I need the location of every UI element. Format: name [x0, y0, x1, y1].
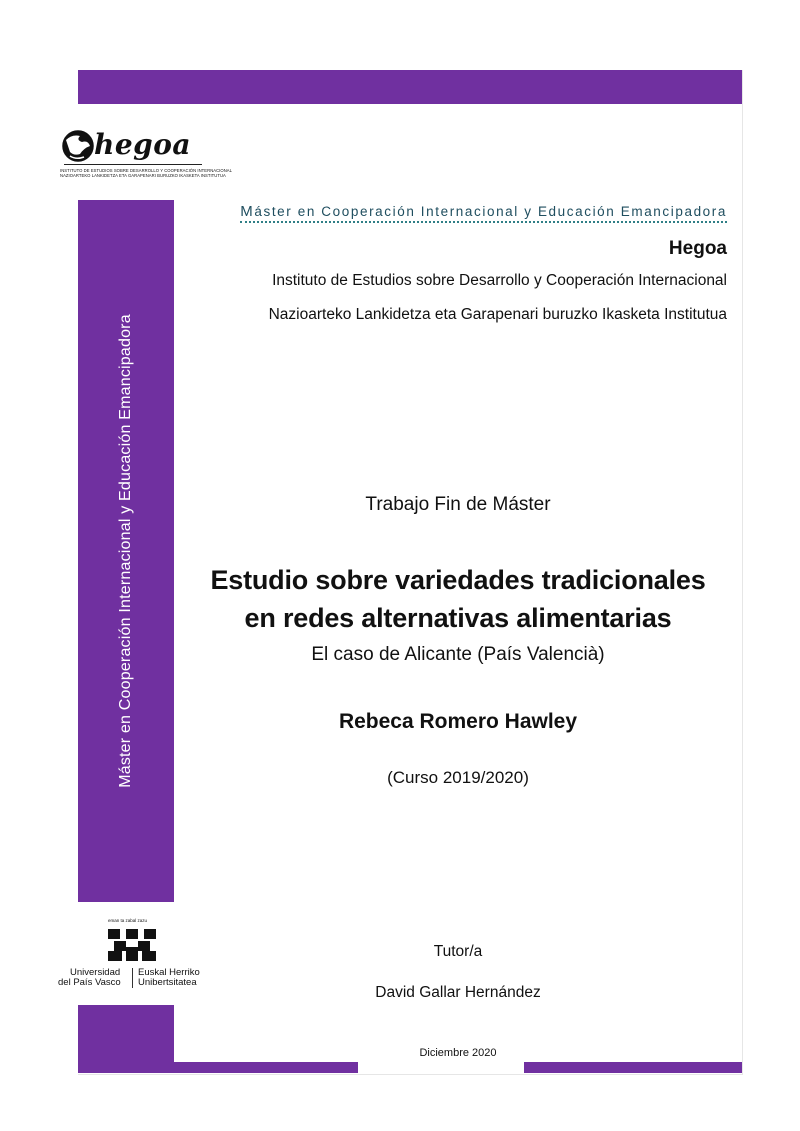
main-title-line-1: Estudio sobre variedades tradicionales [210, 565, 706, 595]
bottom-right-purple-band [524, 1062, 742, 1073]
upv-name-es-line-2: del País Vasco [58, 977, 121, 988]
upv-name-eu-line-2: Unibertsitatea [138, 977, 197, 988]
tutor-name: David Gallar Hernández [375, 984, 541, 1001]
master-title-rest: áster en Cooperación Internacional y Educación Emancipadora [254, 204, 727, 219]
upv-name-eu-line-1: Euskal Herriko [138, 967, 200, 978]
bottom-left-purple-band [78, 1005, 174, 1073]
organization-line-basque: Nazioarteko Lankidetza eta Garapenari buruzko Ikasketa Institutua [268, 306, 727, 323]
upv-motto: eman ta zabal zazu [108, 918, 148, 923]
hegoa-logo-word: hegoa [94, 128, 192, 161]
side-text-container [78, 200, 174, 902]
author-name: Rebeca Romero Hawley [338, 710, 578, 733]
bottom-mid-purple-band [174, 1062, 358, 1073]
hegoa-globe-emblem-icon [58, 126, 98, 166]
upv-name-es-line-1: Universidad [70, 967, 121, 978]
tutor-label: Tutor/a [433, 943, 483, 960]
hegoa-logo-subtitle-eu: NAZIOARTEKO LANKIDETZA ETA GARAPENARI BURUZKO IKASKETA INSTITUTUA [60, 173, 226, 178]
organization-name: Hegoa [668, 238, 727, 259]
upv-ehu-tree-emblem-icon [106, 927, 158, 963]
hegoa-logo-rule [64, 164, 202, 165]
hegoa-logo-subtitle-es: INSTITUTO DE ESTUDIOS SOBRE DESARROLLO Y COOPERACIÓN INTERNACIONAL [60, 168, 232, 173]
document-subtitle: El caso de Alicante (País Valencià) [311, 644, 605, 665]
master-program-title [240, 203, 727, 223]
upv-divider [132, 968, 133, 988]
organization-line-spanish: Instituto de Estudios sobre Desarrollo y Cooperación Internacional [272, 272, 727, 289]
course-year: (Curso 2019/2020) [387, 768, 529, 787]
side-vertical-title: Máster en Cooperación Internacional y Educación Emancipadora [117, 314, 135, 788]
upv-ehu-logo [56, 918, 206, 990]
document-date: Diciembre 2020 [419, 1047, 497, 1059]
hegoa-logo [58, 126, 232, 182]
document-type: Trabajo Fin de Máster [365, 494, 551, 515]
master-title-initial: M [240, 203, 255, 220]
main-title-line-2: en redes alternativas alimentarias [244, 603, 672, 633]
top-purple-band [78, 70, 742, 104]
